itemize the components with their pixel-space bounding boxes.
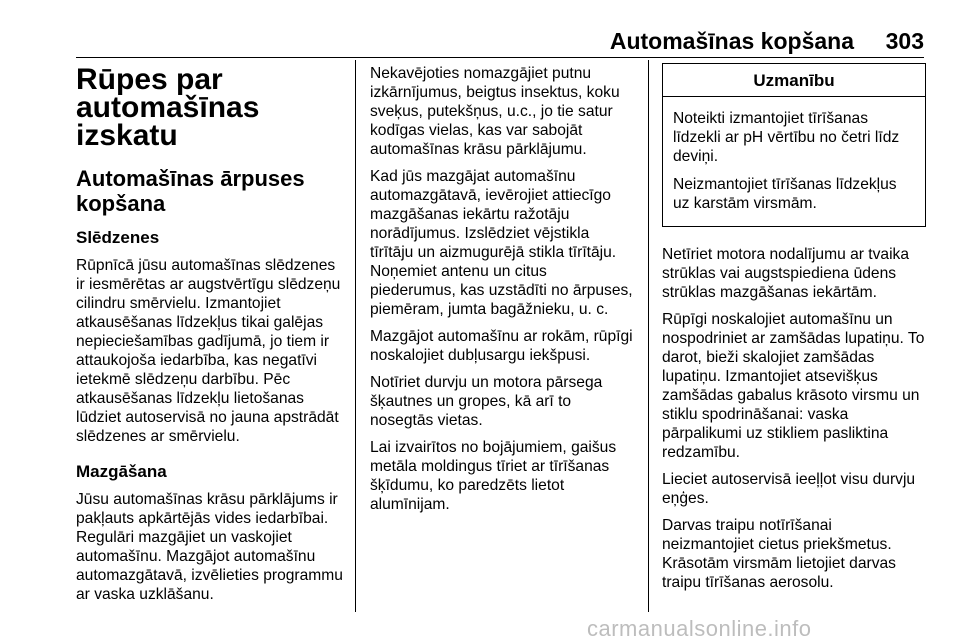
page-number: 303	[885, 28, 924, 54]
column-3	[662, 64, 926, 600]
paragraph: Lai izvairītos no bojājumiem, gaišus metāla moldingus tīriet ar tīrīšanas šķīdumu, ko paredzēts lietot alumīnijam.	[370, 439, 617, 513]
column-divider-2	[648, 60, 649, 612]
subsection-heading-locks: Slēdzenes	[76, 228, 160, 247]
column-1	[76, 64, 348, 612]
paragraph: Notīriet durvju un motora pārsega šķautnes un gropes, kā arī to nosegtās vietas.	[370, 374, 603, 429]
chapter-heading: Rūpes par automašīnas izskatu	[76, 63, 260, 152]
column-divider-1	[355, 60, 356, 612]
paragraph: Kad jūs mazgājat automašīnu automazgātavā, ievērojiet attiecīgo mazgāšanas iekārtu ražotāju norādījumus. Izslēdziet vējstikla tīrītāju un aizmugurējā stikla tīrītāju. Noņemiet antenu un citus piederumus, kas uzstādīti no ārpuses, piemēram, jumta bagāžnieku, u. c.	[370, 168, 633, 318]
paragraph: Rūpnīcā jūsu automašīnas slēdzenes ir iesmērētas ar augstvērtīgu slēdzeņu cilindru smērvielu. Izmantojiet atkausēšanas līdzekļus tikai galējas nepieciešamības gadījumā, jo tiem ir attaukojoša iedarbība, kas negatīvi ietekmē slēdzeņu darbību. Pēc atkausēšanas līdzekļu lietošanas lūdziet autoservisā no jauna apstrādāt slēdzenes ar smērvielu.	[76, 257, 341, 445]
caution-text: Noteikti izmantojiet tīrīšanas līdzekli ar pH vērtību no četri līdz deviņi.	[673, 110, 900, 165]
paragraph: Mazgājot automašīnu ar rokām, rūpīgi noskalojiet dubļusargu iekšpusi.	[370, 328, 633, 364]
paragraph: Netīriet motora nodalījumu ar tvaika strūklas vai augstspiediena ūdens strūklas mazgāšanas iekārtām.	[662, 246, 910, 301]
paragraph: Darvas traipu notīrīšanai neizmantojiet cietus priekšmetus. Krāsotām virsmām lietojiet darvas traipu tīrīšanas aerosolu.	[662, 517, 896, 591]
header-divider	[76, 57, 924, 58]
paragraph: Nekavējoties nomazgājiet putnu izkārnījumus, beigtus insektus, koku sveķus, putekšņus, u.c., jo tie satur kodīgas vielas, kas var sabojāt automašīnas krāsu pārklājumu.	[370, 65, 620, 158]
section-heading: Automašīnas ārpuses kopšana	[76, 166, 305, 216]
caution-box	[662, 63, 926, 227]
running-title: Automašīnas kopšana	[609, 28, 854, 54]
page-header	[76, 24, 924, 54]
paragraph: Rūpīgi noskalojiet automašīnu un nospodriniet ar zamšādas lupatiņu. To darot, bieži skalojiet zamšādas lupatiņu. Izmantojiet atsevišķus zamšādas gabalus krāsoto virsmu un stiklu spodrināšanai: vaska pārpalikumi uz stikliem pasliktina redzamību.	[662, 311, 925, 461]
paragraph: Lieciet autoservisā ieeļļot visu durvju eņģes.	[662, 471, 916, 507]
column-2	[370, 64, 634, 522]
watermark: carmanualsonline.info	[587, 616, 812, 641]
subsection-heading-washing: Mazgāšana	[76, 462, 167, 481]
caution-title: Uzmanību	[663, 64, 925, 97]
paragraph: Jūsu automašīnas krāsu pārklājums ir pakļauts apkārtējās vides iedarbībai. Regulāri mazgājiet un vaskojiet automašīnu. Mazgājot automašīnu automazgātavā, izvēlieties programmu ar vaska uzklāšanu.	[76, 491, 343, 603]
caution-text: Neizmantojiet tīrīšanas līdzekļus uz karstām virsmām.	[673, 176, 897, 212]
